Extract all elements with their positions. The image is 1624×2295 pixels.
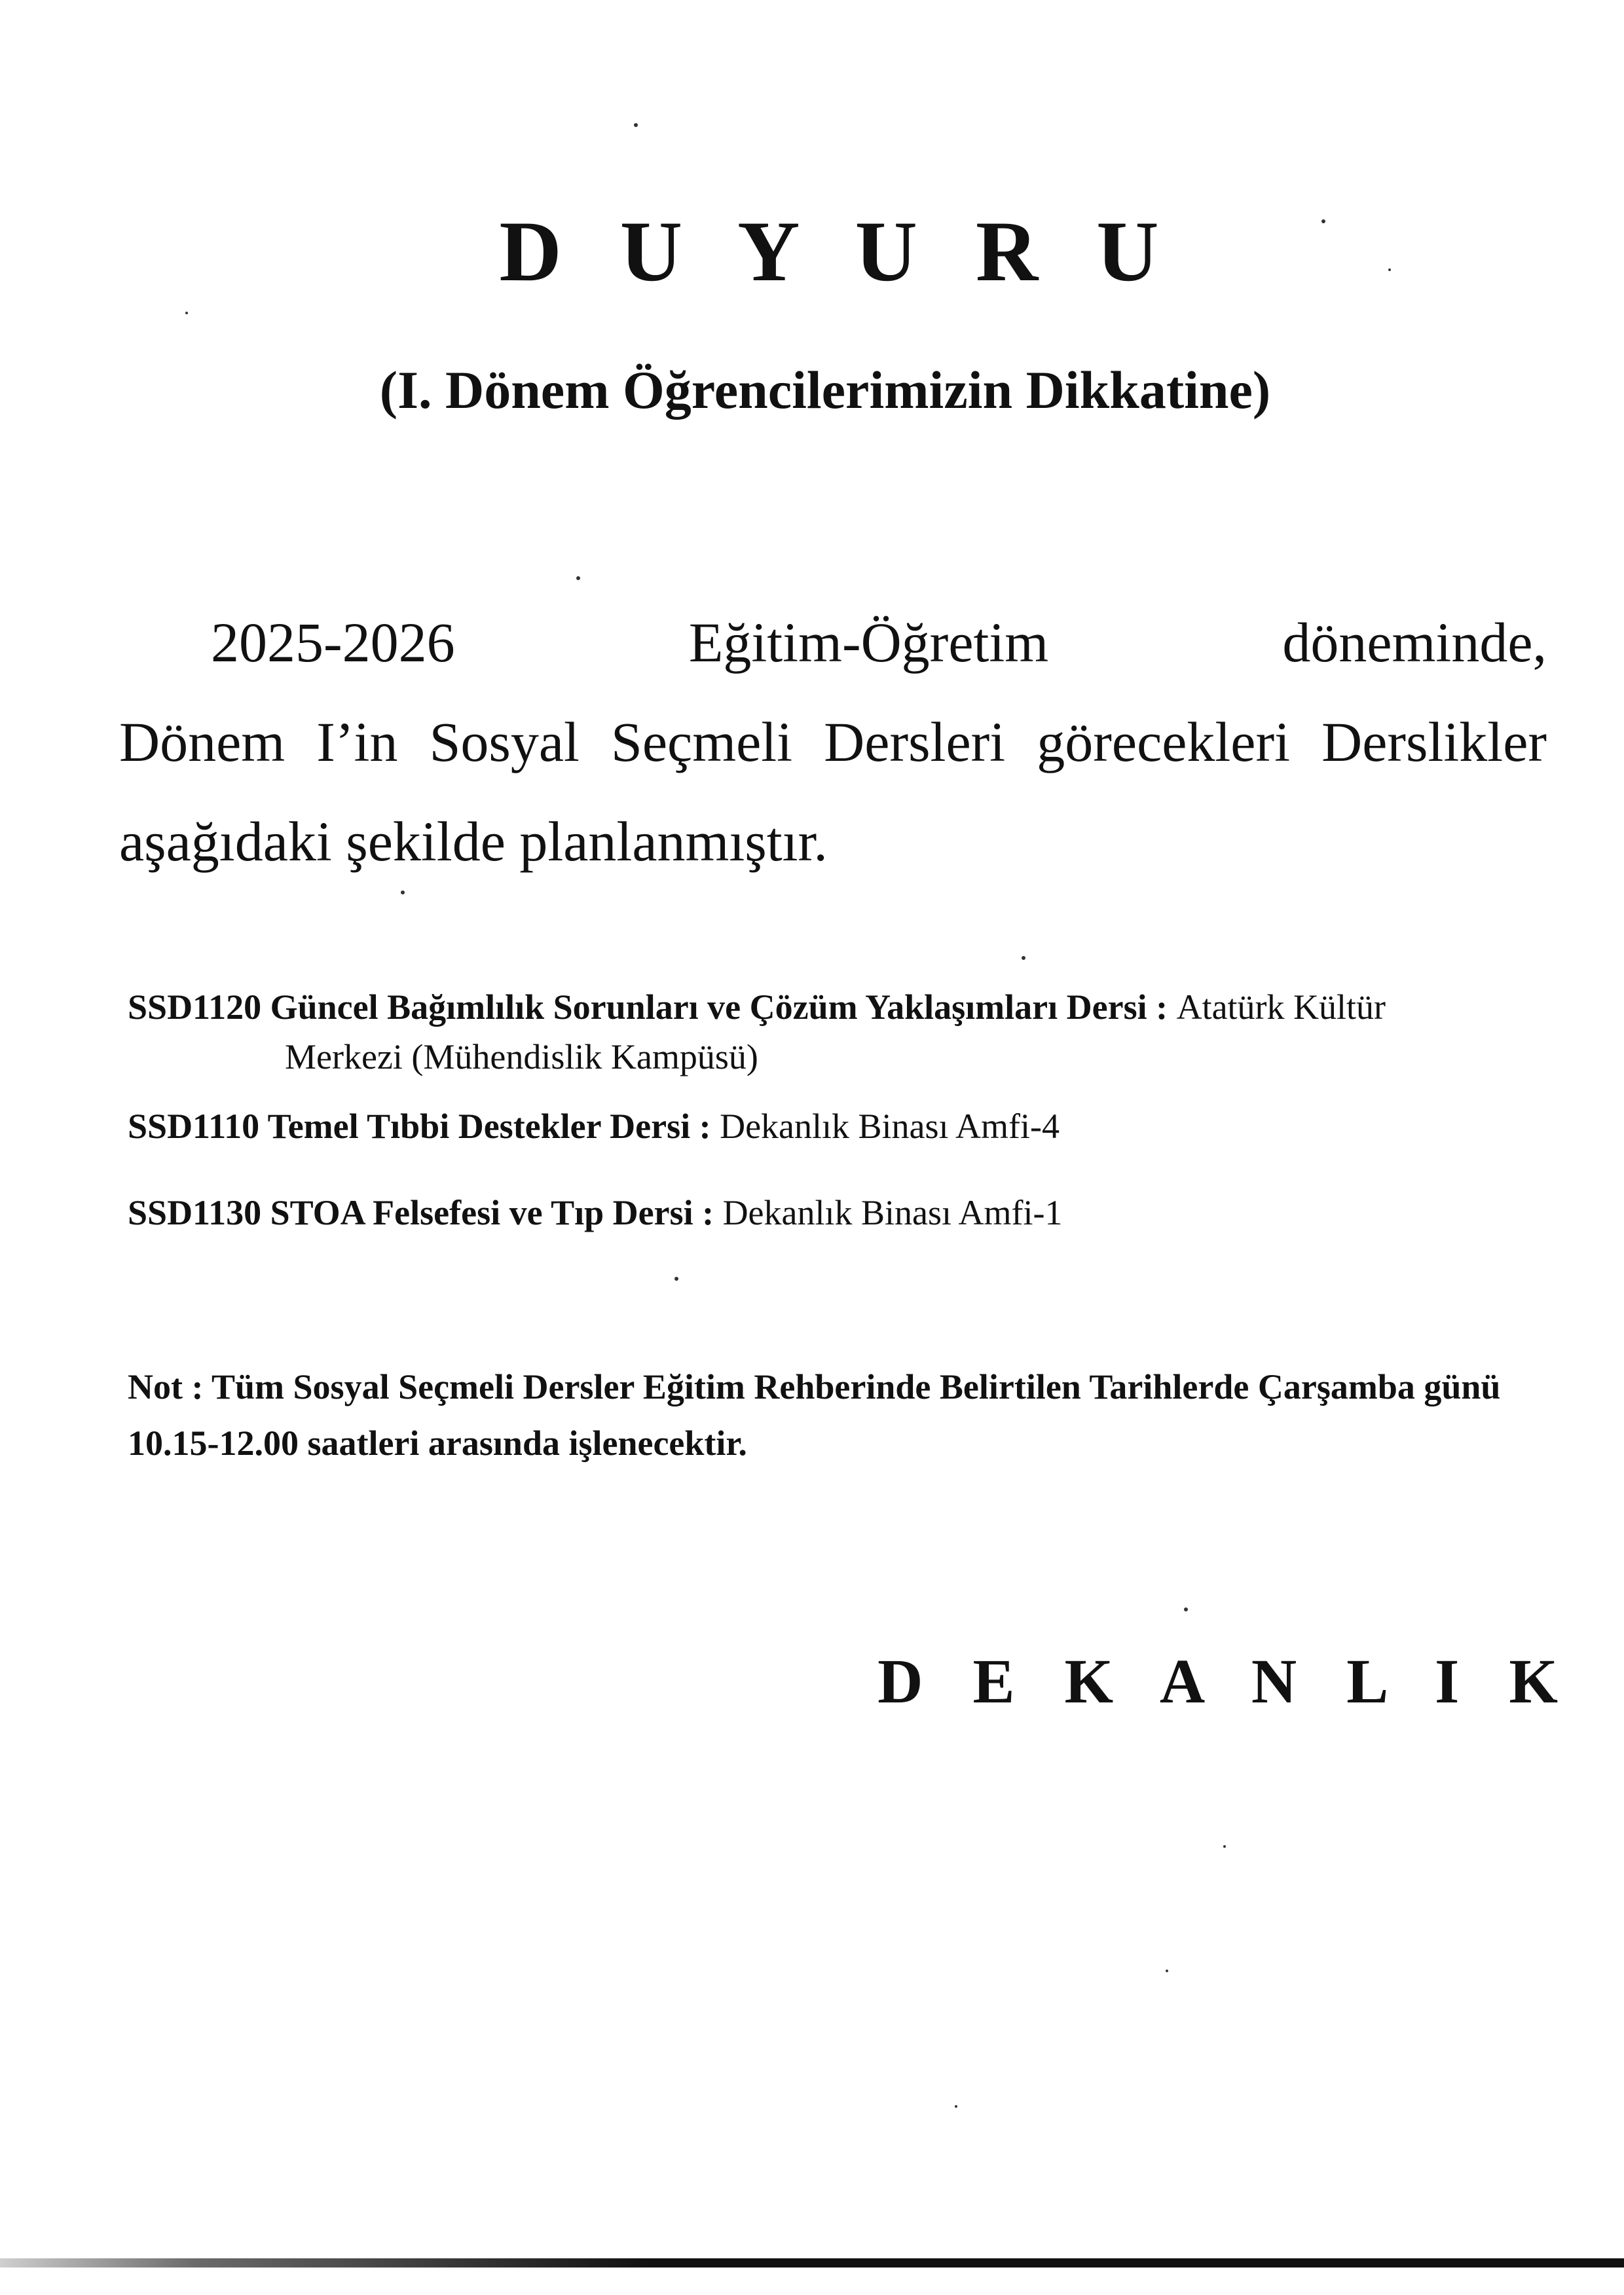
intro-paragraph [119, 593, 1547, 891]
course-separator: : [1147, 987, 1177, 1027]
scan-speck [1223, 1845, 1226, 1848]
scan-speck [185, 312, 188, 314]
scan-speck [576, 576, 580, 580]
course-location: Dekanlık Binası Amfi-1 [722, 1193, 1063, 1232]
course-item-ssd1120 [128, 982, 1536, 1082]
document-title: D U Y U R U [499, 203, 1177, 299]
course-code-name: SSD1110 Temel Tıbbi Destekler Dersi [128, 1107, 691, 1146]
course-location: Dekanlık Binası Amfi-4 [720, 1107, 1060, 1146]
scan-speck [674, 1277, 678, 1281]
scan-speck [1321, 219, 1325, 223]
course-separator: : [693, 1193, 723, 1232]
course-location-continued: Merkezi (Mühendislik Kampüsü) [285, 1037, 758, 1076]
scan-speck [1184, 1607, 1188, 1611]
course-separator: : [690, 1107, 720, 1146]
course-item-ssd1110 [128, 1101, 1536, 1151]
scan-speck [1022, 956, 1025, 960]
intro-rest: Dönem I’in Sosyal Seçmeli Dersleri görecekleri Derslikler aşağıdaki şekilde planlanmıştır. [119, 710, 1547, 873]
course-code-name: SSD1130 STOA Felsefesi ve Tıp Dersi [128, 1193, 693, 1232]
scan-speck [401, 890, 405, 894]
course-item-ssd1130 [128, 1188, 1536, 1238]
document-subtitle: (I. Dönem Öğrencilerimizin Dikkatine) [379, 360, 1271, 420]
intro-first-line: 2025-2026 Eğitim-Öğretim döneminde, [211, 611, 1547, 674]
signature-dekanlik: D E K A N L I K [877, 1646, 1575, 1716]
bottom-scan-edge [0, 2258, 1624, 2267]
scan-speck [1166, 1970, 1168, 1972]
scan-speck [955, 2105, 957, 2108]
scan-speck [634, 123, 638, 127]
scan-speck [1388, 268, 1391, 271]
schedule-note: Not : Tüm Sosyal Seçmeli Dersler Eğitim Rehberinde Belirtilen Tarihlerde Çarşamba günü 10.15-12.00 saatleri arasında işlenecektir. [128, 1367, 1501, 1463]
course-code-name: SSD1120 Güncel Bağımlılık Sorunları ve Çözüm Yaklaşımları Dersi [128, 987, 1147, 1027]
course-list [128, 982, 1536, 1274]
course-location: Atatürk Kültür [1176, 987, 1386, 1027]
